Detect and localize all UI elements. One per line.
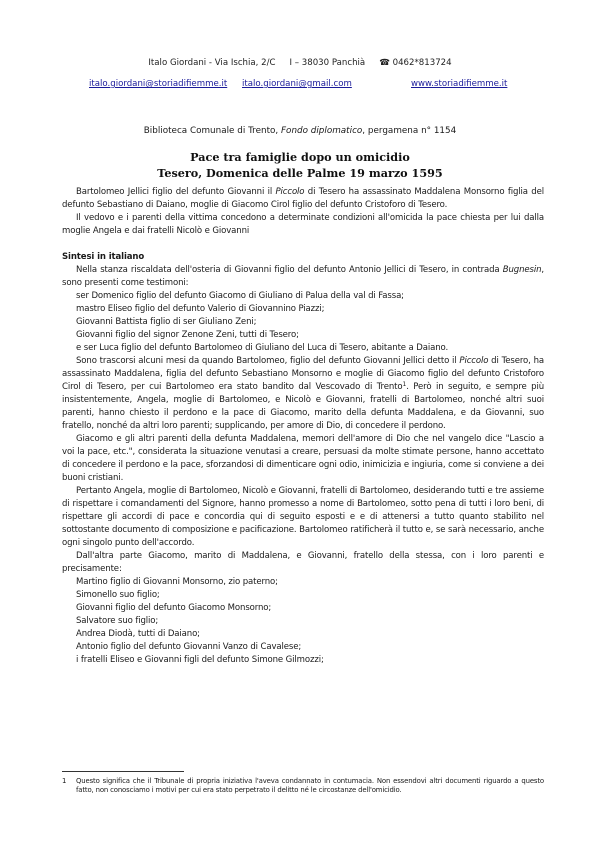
fondo-name: Fondo diplomatico <box>281 126 363 136</box>
relative-item: Antonio figlio del defunto Giovanni Vanzo di Cavalese; <box>76 642 302 652</box>
author-phone: ☎ 0462*813724 <box>379 58 452 68</box>
section-heading: Sintesi in italiano <box>62 252 145 262</box>
relative-item: Giovanni figlio del defunto Giacomo Monsorno; <box>76 603 272 613</box>
relative-item: Andrea Diodà, tutti di Daiano; <box>76 629 200 639</box>
body-paragraph: Dall'altra parte Giacomo, marito di Maddalena, e Giovanni, fratello della stessa, con i loro parenti e precisamente: <box>62 551 544 574</box>
witness-item: Giovanni Battista figlio di ser Giuliano Zeni; <box>76 317 257 327</box>
intro-paragraph: Il vedovo e i parenti della vittima concedono a determinate condizioni all'omicida la pace chiesta per lui dalla moglie Angela e dai fratelli Nicolò e Giovanni <box>62 213 544 236</box>
footnote-ref[interactable]: 1 <box>402 381 407 388</box>
footnote-number: 1 <box>62 777 67 785</box>
archive-source: Biblioteca Comunale di Trento, Fondo diplomatico, pergamena n° 1154 <box>143 126 457 136</box>
body-paragraph: Nella stanza riscaldata dell'osteria di Giovanni figlio del defunto Antonio Jellici di Tesero, in contrada Bugnesin, sono presenti come testimoni: <box>62 265 544 288</box>
body-paragraph: Giacomo e gli altri parenti della defunta Maddalena, memori dell'amore di Dio che nel vangelo dice "Lascio a voi la pace, etc.", considerata la situazione venutasi a creare, persuasi da molte stimate persone, hanno accettato di concedere il perdono e la pace, sforzandosi di dimenticare ogni odio, inimicizia e ingiuria, come si conviene a dei buoni cristiani. <box>62 434 544 483</box>
relative-item: Simonello suo figlio; <box>76 590 160 600</box>
intro-paragraph: Bartolomeo Jellici figlio del defunto Giovanni il Piccolo di Tesero ha assassinato Maddalena Monsorno figlia del defunto Sebastiano di Daiano, moglie di Giacomo Cirol figlio del defunto Cristoforo di Tesero. <box>62 187 544 210</box>
author-name-address: Italo Giordani - Via Ischia, 2/C <box>148 58 276 68</box>
website-link[interactable]: www.storiadifiemme.it <box>411 79 508 89</box>
author-postal: I – 38030 Panchià <box>289 58 366 68</box>
body-paragraph: Sono trascorsi alcuni mesi da quando Bartolomeo, figlio del defunto Giovanni Jellici detto il Piccolo di Tesero, ha assassinato Maddalena, figlia del defunto Sebastiano Monsorno e moglie di Giacomo figlio del defunto Cristoforo Cirol di Tesero, per cui Bartolomeo era stato bandito dal Vescovado di Trento$^1$. Però in seguito, e sempre più insistentemente, Angela, moglie di Bartolomeo, e Nicolò e Giovanni, fratelli di Bartolomeo, nonché altri suoi parenti, hanno chiesto il perdono e la pace di Giacomo, marito della defunta Maddalena, e da Giovanni, suo fratello, nonché da altri loro parenti; supplicando, per amore di Dio, di concedere il perdono. <box>62 356 544 431</box>
footnote <box>62 777 544 796</box>
witness-item: ser Domenico figlio del defunto Giacomo di Giuliano di Palua della val di Fassa; <box>76 291 404 301</box>
witness-item: mastro Eliseo figlio del defunto Valerio di Giovannino Piazzi; <box>76 304 325 314</box>
email-link-storiadifiemme[interactable]: italo.giordani@storiadifiemme.it <box>89 79 228 89</box>
witness-item: Giovanni figlio del signor Zenone Zeni, tutti di Tesero; <box>76 330 299 340</box>
relative-item: i fratelli Eliseo e Giovanni figli del defunto Simone Gilmozzi; <box>76 655 324 665</box>
footnote-text: Questo significa che il Tribunale di propria iniziativa l'aveva condannato in contumacia. Non essendovi altri documenti riguardo a questo fatto, non conosciamo i motivi per cui era stato perpetrato il delitto né le circostanze dell'omicidio. <box>76 777 544 795</box>
document-subtitle: Tesero, Domenica delle Palme 19 marzo 1595 <box>157 166 443 180</box>
footnote-divider <box>62 771 184 772</box>
author-header <box>0 58 600 68</box>
relative-item: Martino figlio di Giovanni Monsorno, zio paterno; <box>76 577 278 587</box>
document-body <box>62 186 544 667</box>
document-title: Pace tra famiglie dopo un omicidio <box>190 150 410 164</box>
witness-item: e ser Luca figlio del defunto Bartolomeo di Giuliano del Luca di Tesero, abitante a Daiano. <box>76 343 449 353</box>
relative-item: Salvatore suo figlio; <box>76 616 159 626</box>
email-link-gmail[interactable]: italo.giordani@gmail.com <box>242 79 352 89</box>
body-paragraph: Pertanto Angela, moglie di Bartolomeo, Nicolò e Giovanni, fratelli di Bartolomeo, desiderando tutti e tre assieme di rispettare i comandamenti del Signore, hanno promesso a nome di Bartolomeo, sotto pena di tutti i loro beni, di rispettare gli accordi di pace e concordia qui di seguito esposti e e di attenersi a tutto quanto stabilito nel sottostante documento di composizione e pacificazione. Bartolomeo ratificherà il tutto e, se sarà necessario, anche ogni singolo punto dell'accordo. <box>62 486 544 548</box>
